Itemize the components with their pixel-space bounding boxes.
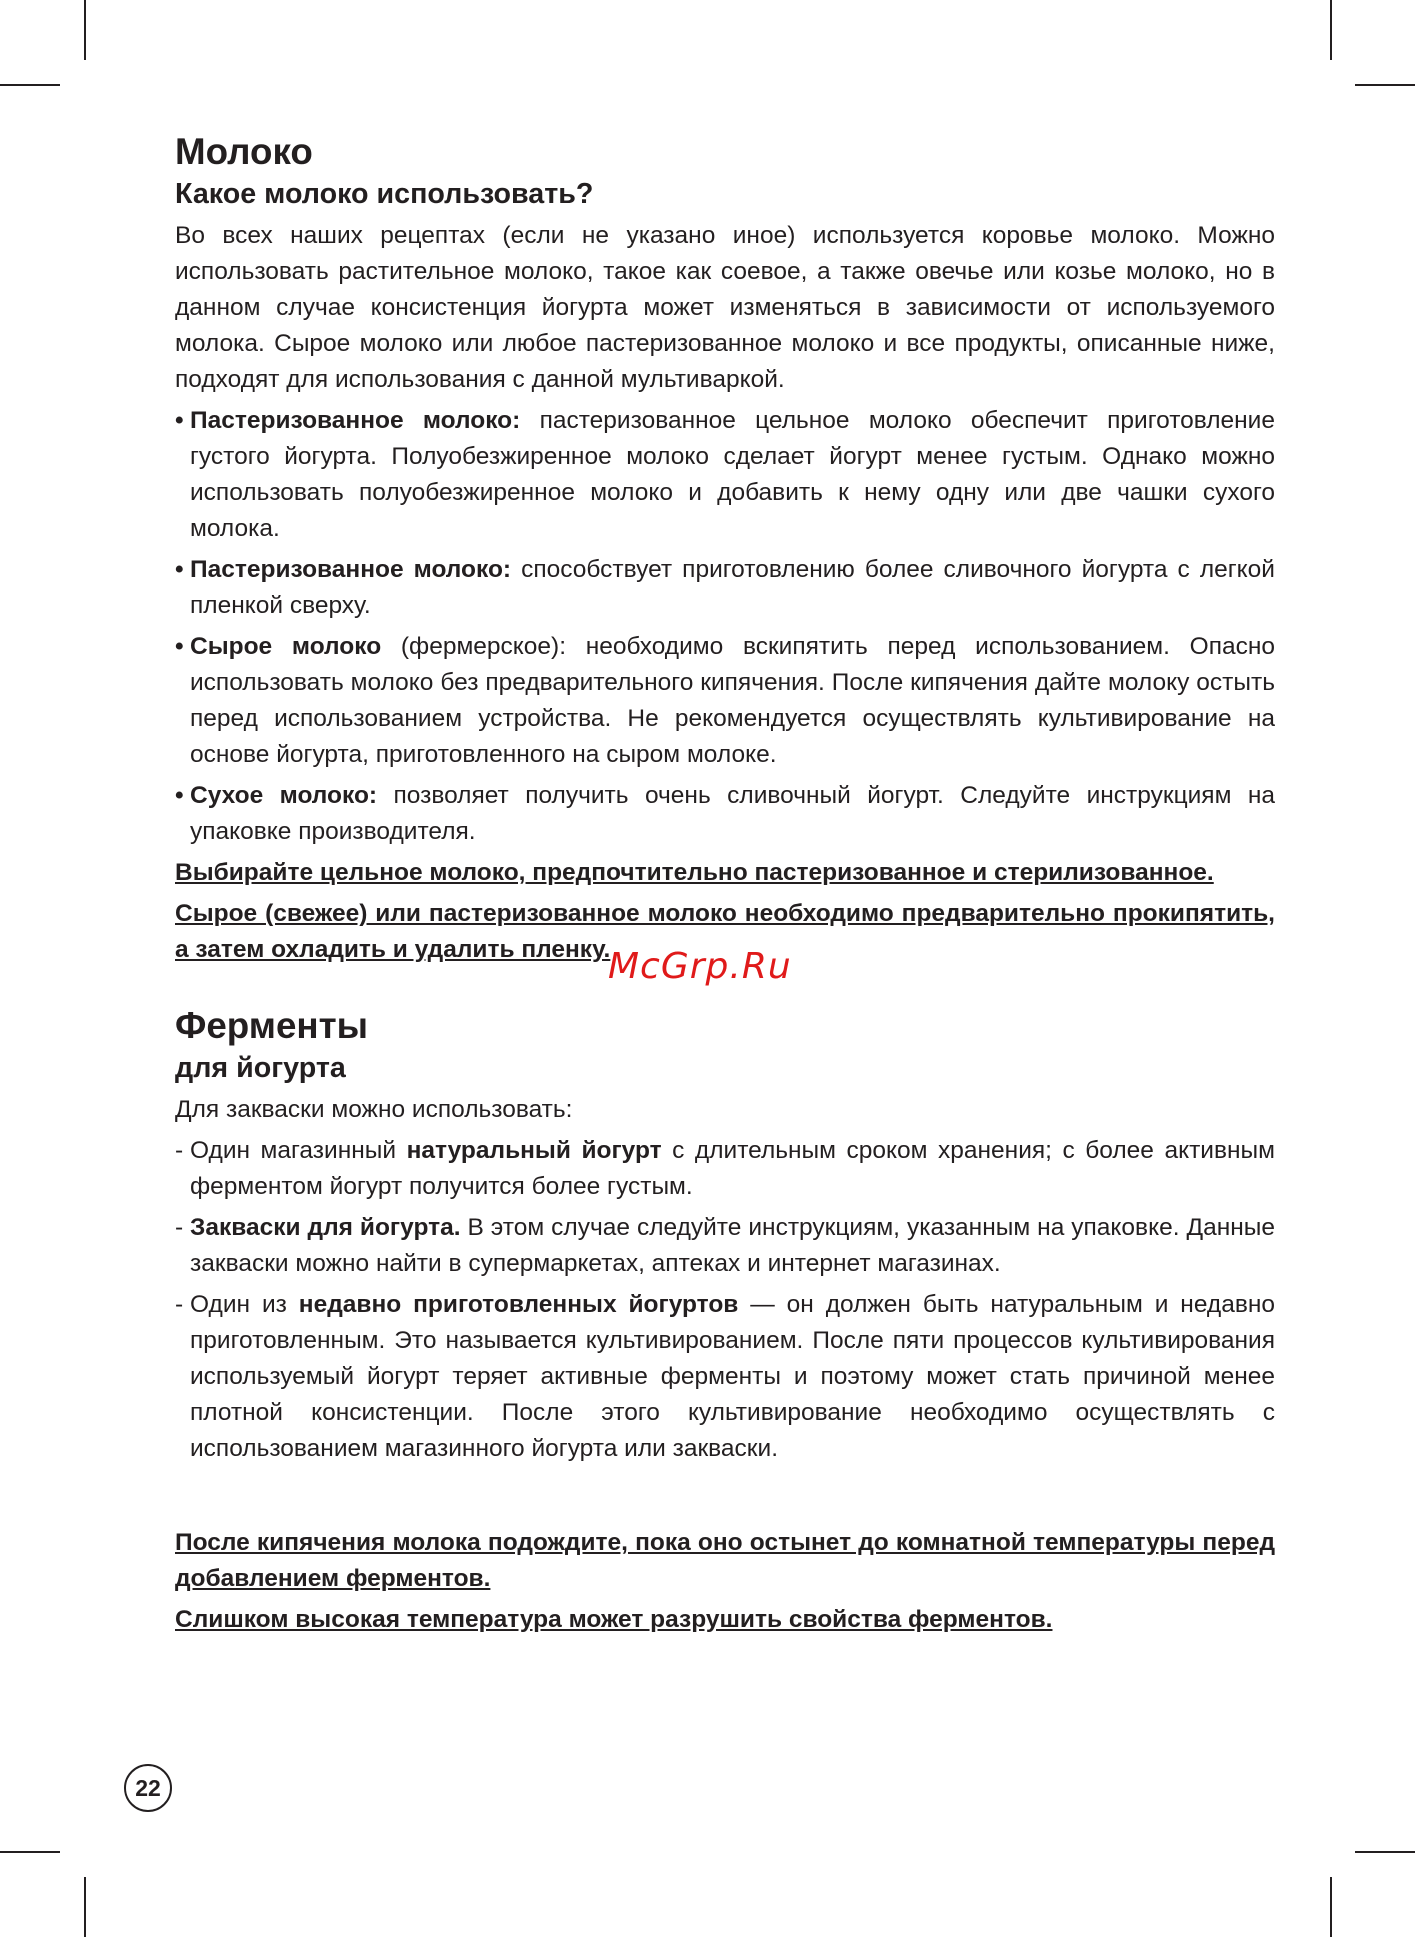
milk-note-1: Выбирайте цельное молоко, предпочтительно пастеризованное и стерилизованное. — [175, 859, 1214, 886]
dash-term: натуральный йогурт — [406, 1137, 662, 1164]
crop-mark — [0, 1851, 60, 1853]
milk-note-2: Сырое (свежее) или пастеризованное молоко необходимо предварительно прокипятить, а затем охладить и удалить пленку. — [175, 900, 1275, 963]
page-number: 22 — [124, 1764, 172, 1812]
bullet-marker: • — [175, 407, 184, 434]
ferments-note-2: Слишком высокая температура может разрушить свойства ферментов. — [175, 1606, 1053, 1633]
bullet-text: пастеризованное цельное молоко обеспечит приготовление густого йогурта. Полуобезжиренное молоко сделает йогурт менее густым. Однако можно использовать полуобезжиренное молоко и добавить к нему одну или две чашки сухого молока. — [190, 407, 1275, 542]
bullet-marker: • — [175, 556, 184, 583]
crop-mark — [84, 0, 86, 60]
bullet-text: позволяет получить очень сливочный йогурт. Следуйте инструкциям на упаковке производителя. — [190, 782, 1275, 845]
ferments-title: Ферменты — [175, 1005, 368, 1046]
dash-item — [175, 1133, 1275, 1205]
milk-intro: Во всех наших рецептах (если не указано иное) используется коровье молоко. Можно использовать растительное молоко, такое как соевое, а также овечье или козье молоко, но в данном случае консистенция йогурта может изменяться в зависимости от используемого молока. Сырое молоко или любое пастеризованное молоко и все продукты, описанные ниже, подходят для использования с данной мультиваркой. — [175, 222, 1275, 393]
bullet-text: способствует приготовлению более сливочного йогурта с легкой пленкой сверху. — [190, 556, 1275, 619]
ferments-section — [175, 1005, 1276, 1638]
crop-mark — [84, 1877, 86, 1937]
dash-term: недавно приготовленных йогуртов — [298, 1291, 739, 1318]
dash-text-post: с длительным сроком хранения; с более активным ферментом йогурт получится более густым. — [190, 1137, 1275, 1200]
crop-mark — [0, 84, 60, 86]
dash-text-post: В этом случае следуйте инструкциям, указанным на упаковке. Данные закваски можно найти в супермаркетах, аптеках и интернет магазинах. — [190, 1214, 1275, 1277]
crop-mark — [1330, 0, 1332, 60]
dash-text-post: — он должен быть натуральным и недавно приготовленным. Это называется культивированием. После пяти процессов культивирования используемый йогурт теряет активные ферменты и поэтому может стать причиной менее плотной консистенции. После этого культивирование необходимо осуществлять с использованием магазинного йогурта или закваски. — [190, 1291, 1276, 1462]
dash-marker: - — [175, 1137, 184, 1164]
ferments-note-1: После кипячения молока подождите, пока оно остынет до комнатной температуры перед добавлением ферментов. — [175, 1529, 1275, 1592]
bullet-term: Пастеризованное молоко: — [190, 556, 512, 583]
bullet-text: (фермерское): необходимо вскипятить перед использованием. Опасно использовать молоко без предварительного кипячения. После кипячения дайте молоку остыть перед использованием устройства. Не рекомендуется осуществлять культивирование на основе йогурта, приготовленного на сыром молоке. — [190, 633, 1275, 768]
watermark: McGrp.Ru — [608, 946, 792, 987]
milk-subtitle: Какое молоко использовать? — [175, 178, 594, 210]
bullet-item — [175, 778, 1275, 850]
dash-marker: - — [175, 1214, 184, 1241]
bullet-item — [175, 552, 1275, 624]
milk-section — [175, 131, 1275, 968]
bullet-item — [175, 629, 1275, 773]
bullet-term: Пастеризованное молоко: — [190, 407, 521, 434]
ferments-subtitle: для йогурта — [175, 1052, 346, 1084]
dash-marker: - — [175, 1291, 184, 1318]
ferments-notes — [175, 1525, 1275, 1638]
bullet-term: Сырое молоко — [190, 633, 382, 660]
bullet-marker: • — [175, 633, 184, 660]
bullet-marker: • — [175, 782, 184, 809]
dash-text-pre: Один магазинный — [190, 1137, 407, 1164]
ferments-intro: Для закваски можно использовать: — [175, 1096, 573, 1123]
crop-mark — [1330, 1877, 1332, 1937]
dash-item — [175, 1210, 1275, 1282]
bullet-item — [175, 403, 1275, 547]
bullet-term: Сухое молоко: — [190, 782, 378, 809]
milk-title: Молоко — [175, 131, 313, 172]
crop-mark — [1355, 1851, 1415, 1853]
dash-text-pre: Один из — [190, 1291, 299, 1318]
crop-mark — [1355, 84, 1415, 86]
page-content — [175, 131, 1276, 1638]
dash-term: Закваски для йогурта. — [190, 1214, 461, 1241]
dash-item — [175, 1287, 1275, 1467]
